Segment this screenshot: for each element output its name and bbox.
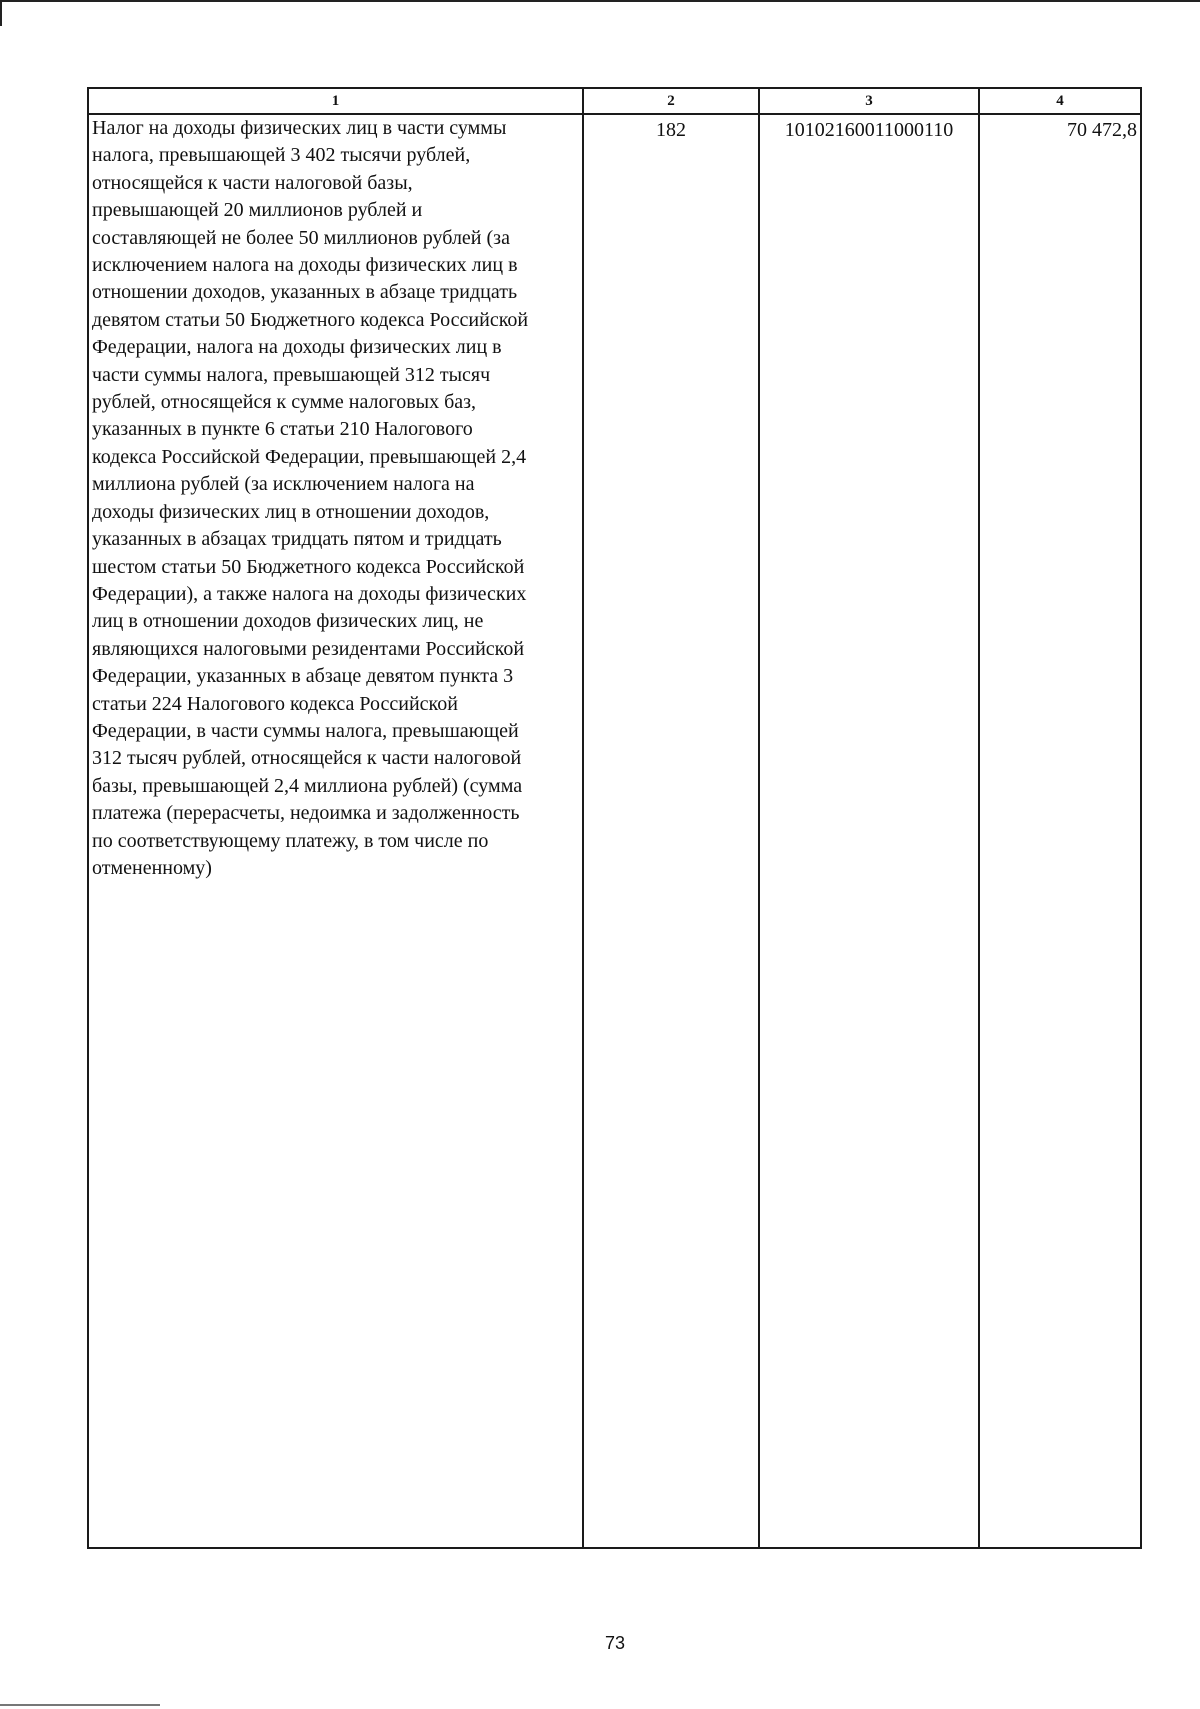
description-line: относящейся к части налоговой базы,: [92, 171, 413, 194]
column-header-3: 3: [865, 93, 873, 109]
description-line: являющихся налоговыми резидентами Российской: [92, 637, 525, 660]
description-line: отмененному): [92, 856, 212, 879]
description-line: Федерации, налога на доходы физических лиц в: [92, 336, 502, 359]
description-line: статьи 224 Налогового кодекса Российской: [92, 692, 458, 715]
column-header-4: 4: [1056, 93, 1064, 109]
description-line: Федерации, указанных в абзаце девятом пункта 3: [92, 665, 514, 688]
scan-edge-bottom: [0, 1704, 160, 1706]
scan-edge-top: [0, 0, 1200, 2]
amount-cell: 70 472,8: [1067, 119, 1137, 141]
description-line: лиц в отношении доходов физических лиц, не: [92, 610, 484, 633]
description-line: базы, превышающей 2,4 миллиона рублей) (сумма: [92, 774, 523, 797]
column-divider-1: [582, 89, 584, 1547]
description-line: превышающей 20 миллионов рублей и: [92, 199, 423, 222]
description-line: Налог на доходы физических лиц в части суммы: [92, 117, 507, 139]
description-line: шестом статьи 50 Бюджетного кодекса Российской: [92, 555, 525, 578]
description-line: части суммы налога, превышающей 312 тысяч: [92, 363, 491, 386]
description-line: рублей, относящейся к сумме налоговых баз,: [92, 391, 477, 414]
page-number: 73: [604, 1633, 626, 1653]
description-line: Федерации, в части суммы налога, превышающей: [92, 719, 519, 742]
description-line: девятом статьи 50 Бюджетного кодекса Российской: [92, 308, 529, 331]
description-line: составляющей не более 50 миллионов рублей (за: [92, 226, 510, 249]
description-line: исключением налога на доходы физических лиц в: [92, 254, 518, 277]
revenue-table: [87, 87, 1142, 1549]
budget-classification-code-cell: 10102160011000110: [784, 119, 954, 141]
row-description: [92, 115, 577, 882]
description-line: по соответствующему платежу, в том числе по: [92, 829, 489, 852]
description-line: налога, превышающей 3 402 тысячи рублей,: [92, 144, 471, 167]
description-line: кодекса Российской Федерации, превышающей 2,4: [92, 445, 527, 468]
description-line: Федерации), а также налога на доходы физических: [92, 582, 527, 605]
description-line: платежа (перерасчеты, недоимка и задолженность: [92, 802, 520, 825]
column-header-1: 1: [331, 93, 340, 109]
description-line: доходы физических лиц в отношении доходов,: [92, 500, 490, 523]
description-line: указанных в абзацах тридцать пятом и тридцать: [92, 528, 502, 551]
column-divider-3: [978, 89, 980, 1547]
description-line: указанных в пункте 6 статьи 210 Налогового: [92, 418, 473, 441]
column-header-2: 2: [667, 93, 675, 109]
admin-code-cell: 182: [656, 119, 686, 141]
column-divider-2: [758, 89, 760, 1547]
description-line: отношении доходов, указанных в абзаце тридцать: [92, 281, 518, 304]
description-line: 312 тысяч рублей, относящейся к части налоговой: [92, 747, 522, 770]
description-line: миллиона рублей (за исключением налога на: [92, 473, 475, 496]
scan-edge-left: [0, 0, 2, 26]
